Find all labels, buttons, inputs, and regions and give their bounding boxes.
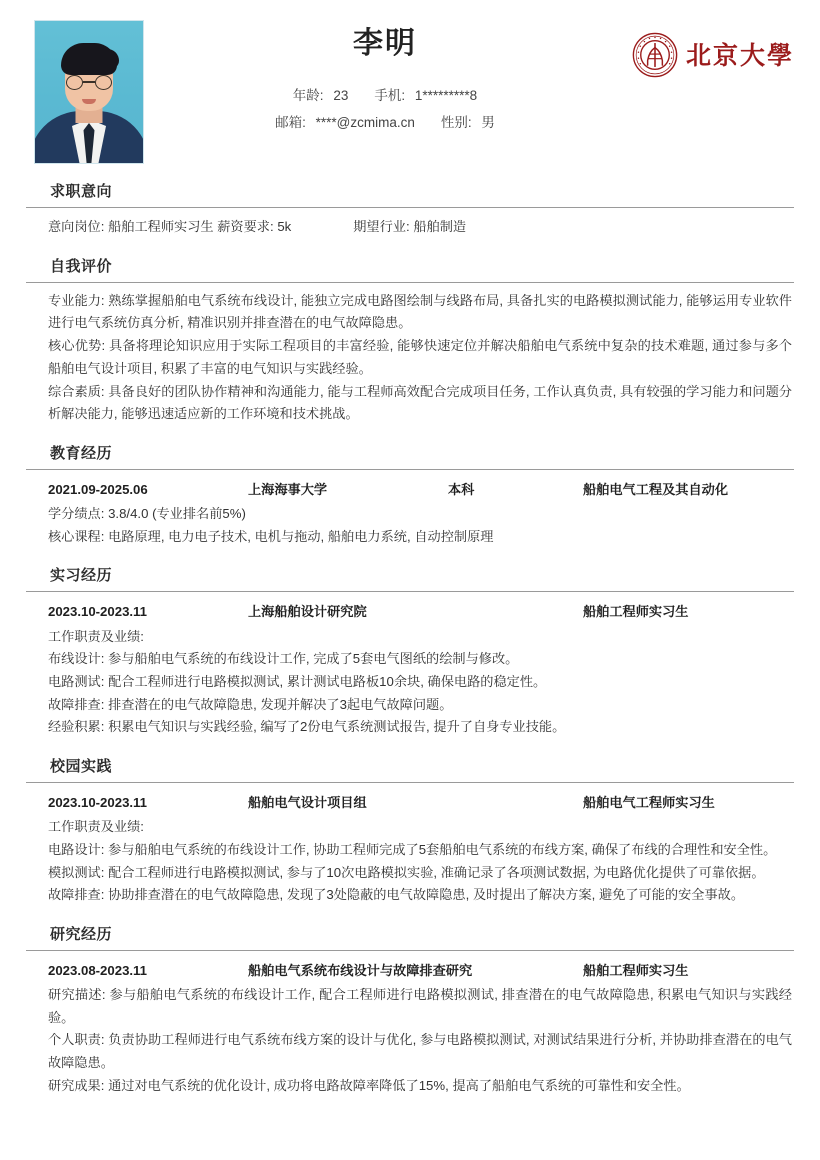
contact-phone: [374, 82, 477, 109]
contact-email: [275, 109, 415, 136]
internship-detail: 布线设计: 参与船舶电气系统的布线设计工作, 完成了5套电气图纸的绘制与修改。: [48, 651, 519, 667]
education-entry-header: [48, 477, 792, 502]
section-internship: [26, 554, 794, 745]
research-date: 2023.08-2023.11: [48, 962, 148, 978]
campus-role: 船舶电气工程师实习生: [583, 795, 715, 811]
education-degree: 本科: [448, 481, 475, 497]
contact-gender-label: 性别:: [440, 115, 472, 130]
contact-phone-value: 1*********8: [414, 88, 478, 103]
research-detail: 个人职责: 负责协助工程师进行电气系统布线方案的设计与优化, 参与电路模拟测试, 对测试结果进行分析, 并协助排查潜在的电气故障隐患。: [48, 1032, 792, 1071]
section-body-research: [26, 958, 794, 1102]
education-school: 上海海事大学: [248, 481, 328, 497]
contact-info: [144, 82, 626, 136]
contact-email-value: ****@zcmima.cn: [315, 115, 415, 130]
internship-date: 2023.10-2023.11: [48, 604, 148, 620]
section-research: [26, 913, 794, 1104]
photo-glasses-shape: [66, 75, 112, 90]
education-date: 2021.09-2025.06: [48, 481, 148, 497]
research-topic: 船舶电气系统布线设计与故障排查研究: [248, 962, 473, 978]
section-divider: [26, 282, 794, 283]
contact-row-2: [144, 109, 626, 136]
internship-detail: 经验积累: 积累电气知识与实践经验, 编写了2份电气系统测试报告, 提升了自身专业技能。: [48, 719, 566, 735]
self-eval-paragraph: 核心优势: 具备将理论知识应用于实际工程项目的丰富经验, 能够快速定位并解决船舶电气系统中复杂的技术难题, 通过参与多个船舶电气设计项目, 积累了丰富的电气知识与实践经验。: [48, 338, 792, 376]
education-courses: 核心课程: 电路原理, 电力电子技术, 电机与拖动, 船舶电力系统, 自动控制原理: [48, 528, 494, 544]
contact-email-label: 邮箱:: [275, 115, 306, 130]
section-title-internship: 实习经历: [50, 567, 113, 585]
research-entry-header: [48, 958, 792, 983]
internship-entry-header: [48, 599, 792, 624]
photo-container: [26, 20, 144, 164]
internship-detail: 电路测试: 配合工程师进行电路模拟测试, 累计测试电路板10余块, 确保电路的稳定性。: [48, 673, 547, 689]
job-intent-industry: 期望行业: 船舶制造: [353, 219, 467, 234]
contact-gender-value: 男: [481, 115, 495, 130]
research-detail: 研究成果: 通过对电气系统的优化设计, 成功将电路故障率降低了15%, 提高了船舶电气系统的可靠性和安全性。: [48, 1077, 690, 1093]
section-body-job-intent: [26, 215, 794, 243]
university-logo: [626, 20, 794, 78]
section-title-education: 教育经历: [50, 444, 113, 462]
contact-row-1: [144, 82, 626, 109]
education-major: 船舶电气工程及其自动化: [583, 481, 729, 497]
section-body-education: [26, 477, 794, 552]
internship-company: 上海船舶设计研究院: [248, 604, 367, 620]
section-education: [26, 432, 794, 554]
self-eval-paragraph: 专业能力: 熟练掌握船舶电气系统布线设计, 能独立完成电路图绘制与线路布局, 具备扎实的电路模拟测试能力, 能够运用专业软件进行电气系统仿真分析, 精准识别并排查潜在的电气故障隐患。: [48, 292, 792, 331]
section-body-campus-practice: [26, 790, 794, 911]
campus-detail: 电路设计: 参与船舶电气系统的布线设计工作, 协助工程师完成了5套船舶电气系统的布线方案, 确保了布线的合理性和安全性。: [48, 841, 777, 857]
internship-detail: 工作职责及业绩:: [48, 628, 144, 644]
section-divider: [26, 950, 794, 951]
section-job-intent: [26, 170, 794, 245]
profile-photo: [34, 20, 144, 164]
section-title-self-evaluation: 自我评价: [50, 257, 113, 275]
campus-organization: 船舶电气设计项目组: [248, 795, 367, 811]
campus-detail: 模拟测试: 配合工程师进行电路模拟测试, 参与了10次电路模拟实验, 准确记录了各项测试数据, 为电路优化提供了可靠依据。: [48, 864, 765, 880]
section-divider: [26, 207, 794, 208]
internship-role: 船舶工程师实习生: [583, 604, 689, 620]
section-self-evaluation: [26, 245, 794, 432]
section-title-campus-practice: 校园实践: [50, 758, 113, 776]
university-name-text: 北京大學: [685, 40, 794, 70]
campus-detail: 故障排查: 协助排查潜在的电气故障隐患, 发现了3处隐蔽的电气故障隐患, 及时提出了解决方案, 避免了可能的安全事故。: [48, 887, 745, 903]
header-center: [144, 20, 626, 136]
section-campus-practice: [26, 745, 794, 913]
section-body-internship: [26, 599, 794, 743]
campus-date: 2023.10-2023.11: [48, 795, 148, 811]
contact-phone-label: 手机:: [374, 88, 406, 103]
self-eval-paragraph: 综合素质: 具备良好的团队协作精神和沟通能力, 能与工程师高效配合完成项目任务, 工作认真负责, 具有较强的学习能力和问题分析解决能力, 能够迅速适应新的工作环境和技术挑战。: [48, 383, 792, 422]
internship-detail: 故障排查: 排查潜在的电气故障隐患, 发现并解决了3起电气故障问题。: [48, 696, 453, 712]
campus-detail: 工作职责及业绩:: [48, 819, 144, 835]
section-divider: [26, 591, 794, 592]
research-detail: 研究描述: 参与船舶电气系统的布线设计工作, 配合工程师进行电路模拟测试, 排查潜在的电气故障隐患, 积累电气知识与实践经验。: [48, 987, 792, 1025]
section-title-research: 研究经历: [50, 925, 113, 943]
resume-header: [26, 0, 794, 170]
contact-gender: [441, 109, 495, 136]
section-body-self-evaluation: [26, 290, 794, 430]
contact-age: [293, 82, 349, 109]
section-divider: [26, 782, 794, 783]
candidate-name: 李明: [353, 27, 417, 60]
contact-age-label: 年龄:: [292, 88, 324, 103]
contact-age-value: 23: [333, 88, 349, 103]
section-divider: [26, 469, 794, 470]
photo-hair-shape: [61, 43, 117, 75]
job-intent-position: 意向岗位: 船舶工程师实习生 薪资要求: 5k: [48, 219, 292, 234]
peking-university-seal-icon: [632, 32, 678, 78]
section-title-job-intent: 求职意向: [50, 183, 113, 200]
education-gpa: 学分绩点: 3.8/4.0 (专业排名前5%): [48, 506, 246, 522]
research-role: 船舶工程师实习生: [583, 962, 689, 978]
campus-entry-header: [48, 790, 792, 815]
job-intent-row: [48, 215, 792, 239]
